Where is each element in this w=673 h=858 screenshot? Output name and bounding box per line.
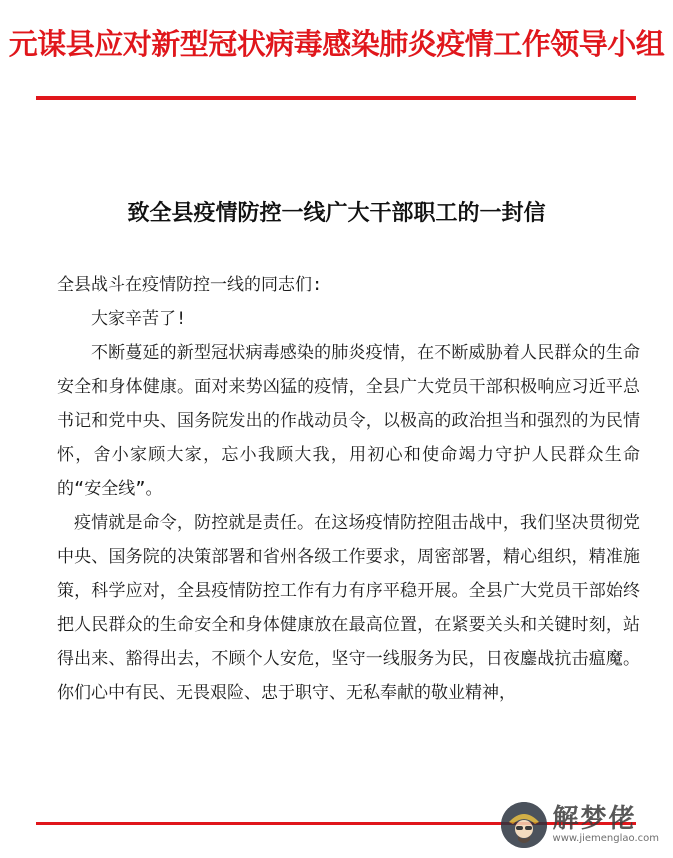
greeting: 大家辛苦了!	[91, 309, 187, 329]
paragraph-2: 疫情就是命令，防控就是责任。在这场疫情防控阻击战中，我们坚决贯彻党中央、国务院的决策部署和省州各级工作要求，周密部署，精心组织，精准施策，科学应对，全县疫情防控工作有力有序平稳开展。全县广大党员干部始终把人民群众的生命安全和身体健康放在最高位置，在紧要关头和关键时刻，站得出来、豁得出去，不顾个人安危，坚守一线服务为民，日夜鏖战抗击瘟魔。你们心中有民、无畏艰险、忠于职守、无私奉献的敬业精神，	[57, 513, 640, 703]
letterhead-red-rule	[36, 96, 636, 100]
salutation: 全县战斗在疫情防控一线的同志们:	[57, 275, 323, 295]
watermark-site-url: www.jiemenglao.com	[552, 833, 659, 844]
watermark-text	[553, 805, 659, 845]
paragraph-1: 不断蔓延的新型冠状病毒感染的肺炎疫情，在不断威胁着人民群众的生命安全和身体健康。面对来势凶猛的疫情，全县广大党员干部积极响应习近平总书记和党中央、国务院发出的作战动员令，以极高的政治担当和强烈的为民情怀，舍小家顾大家，忘小我顾大我，用初心和使命竭力守护人民群众生命的“安全线”。	[57, 343, 640, 499]
site-watermark	[501, 802, 659, 848]
mascot-logo-icon	[501, 802, 547, 848]
document-title: 致全县疫情防控一线广大干部职工的一封信	[127, 200, 546, 226]
letterhead-title: 元谋县应对新型冠状病毒感染肺炎疫情工作领导小组	[8, 27, 665, 61]
watermark-site-name: 解梦佬	[552, 804, 637, 834]
letter-body	[57, 268, 640, 710]
